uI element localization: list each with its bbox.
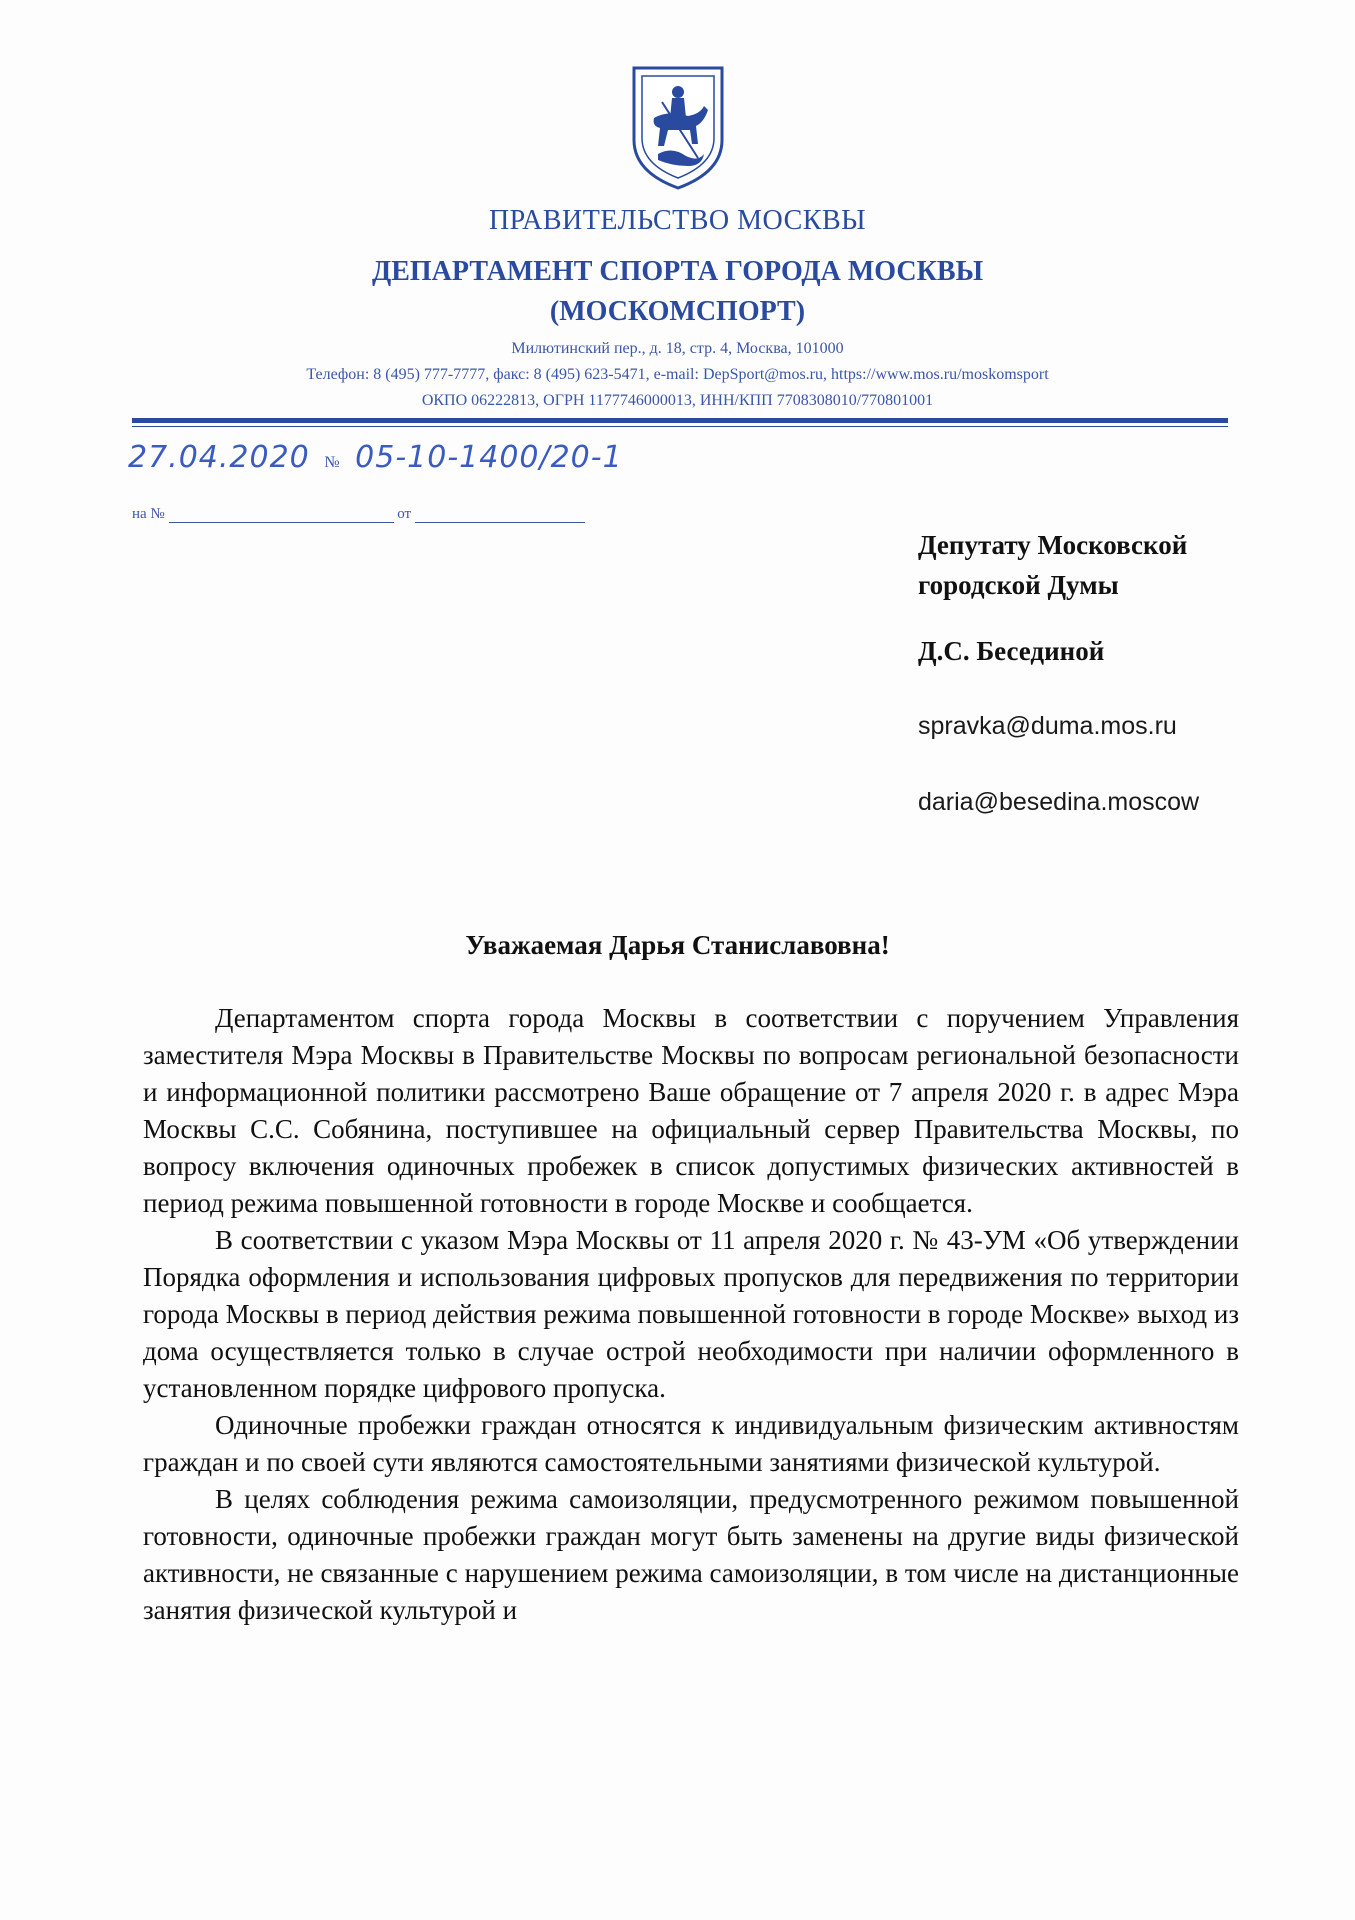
addressee-email-1: spravka@duma.mos.ru [918, 712, 1177, 740]
salutation: Уважаемая Дарья Станиславовна! [465, 930, 890, 960]
department-address: Милютинский пер., д. 18, стр. 4, Москва, 101000 [511, 340, 844, 357]
department-codes: ОКПО 06222813, ОГРН 1177746000013, ИНН/КПП 7708308010/770801001 [421, 392, 934, 409]
department-title-line1: ДЕПАРТАМЕНТ СПОРТА ГОРОДА МОСКВЫ [371, 256, 984, 287]
addressee-name: Д.С. Бесединой [918, 636, 1105, 666]
outgoing-reference [128, 440, 623, 475]
letterhead-divider [132, 418, 1228, 423]
incoming-number-label: на № [132, 506, 165, 522]
incoming-number-blank [169, 508, 394, 523]
addressee-line2: городской Думы [918, 570, 1119, 600]
department-contacts: Телефон: 8 (495) 777-7777, факс: 8 (495) 623-5471, e-mail: DepSport@mos.ru, https://www.mos.ru/moskomsport [306, 366, 1049, 383]
addressee-position [918, 525, 1187, 605]
government-title: ПРАВИТЕЛЬСТВО МОСКВЫ [488, 205, 867, 236]
addressee-email-2: daria@besedina.moscow [918, 788, 1200, 816]
paragraph: Одиночные пробежки граждан относятся к индивидуальным физическим активностям граждан и по своей сути являются самостоятельными занятиями физической культурой. [143, 1410, 1239, 1477]
incoming-reference [132, 506, 585, 523]
incoming-date-label: от [397, 506, 412, 522]
number-sign: № [324, 454, 341, 471]
outgoing-date: 27.04.2020 [128, 440, 310, 475]
paragraph: В соответствии с указом Мэра Москвы от 11 апреля 2020 г. № 43-УМ «Об утверждении Порядка оформления и использования цифровых пропусков для передвижения по территории города Москвы в период действия режима повышенной готовности в городе Москве» выход из дома осуществляется только в случае острой необходимости при наличии оформленного в установленном порядке цифрового пропуска. [143, 1225, 1239, 1403]
moscow-coat-of-arms-icon [628, 62, 728, 192]
letterhead-divider-thin [132, 426, 1228, 427]
incoming-date-blank [415, 508, 585, 523]
addressee-line1: Депутату Московской [918, 530, 1188, 560]
department-title [0, 252, 1355, 332]
letter-body [143, 1000, 1239, 1629]
department-title-line2: (МОСКОМСПОРТ) [549, 296, 806, 327]
outgoing-number: 05-10-1400/20-1 [355, 440, 623, 475]
paragraph: В целях соблюдения режима самоизоляции, предусмотренного режимом повышенной готовности, одиночные пробежки граждан могут быть заменены на другие виды физической активности, не связанные с нарушением режима самоизоляции, в том числе на дистанционные занятия физической культурой и [143, 1484, 1239, 1625]
paragraph: Департаментом спорта города Москвы в соответствии с поручением Управления заместителя Мэра Москвы в Правительстве Москвы по вопросам региональной безопасности и информационной политики рассмотрено Ваше обращение от 7 апреля 2020 г. в адрес Мэра Москвы С.С. Собянина, поступившее на официальный сервер Правительства Москвы, по вопросу включения одиночных пробежек в список допустимых физических активностей в период режима повышенной готовности в городе Москве и сообщается. [143, 1003, 1239, 1218]
